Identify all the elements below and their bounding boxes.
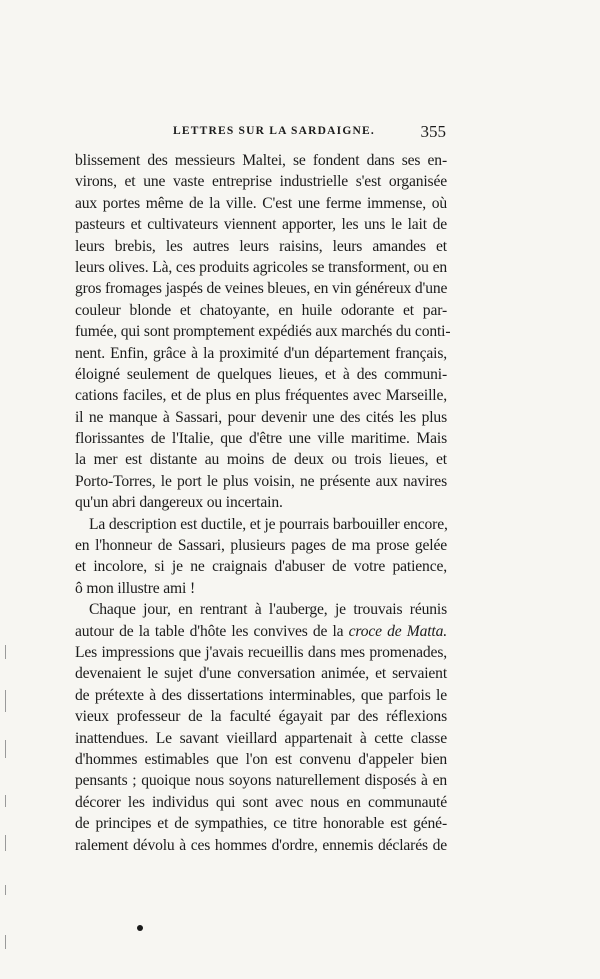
text-line-with-italic — [75, 621, 447, 642]
text-line: la mer est distante au moins de deux ou trois lieues, et — [75, 451, 447, 469]
text-line: pensants ; quoique nous soyons naturellement disposés à en — [75, 772, 447, 790]
text-line: d'hommes estimables que l'on est convenu d'appeler bien — [75, 750, 447, 768]
text-line: il ne manque à Sassari, pour devenir une des cités les plus — [75, 408, 447, 426]
page-number: 355 — [420, 122, 446, 141]
scan-mark — [5, 690, 6, 712]
body-text — [75, 150, 451, 856]
italic-phrase: croce de Matta. — [348, 622, 447, 640]
text-line: leurs brebis, les autres leurs raisins, leurs amandes et — [75, 237, 447, 255]
text-line: cations faciles, et de plus en plus fréquentes avec Marseille, — [75, 387, 447, 405]
text-line: florissantes de l'Italie, que d'être une ville maritime. Mais — [75, 430, 447, 448]
text-line: aux portes même de la ville. C'est une ferme immense, où — [75, 194, 447, 212]
text-line: et incolore, si je ne craignais d'abuser de votre patience, — [75, 558, 447, 576]
text-line: couleur blonde et chatoyante, en huile odorante et par- — [75, 301, 447, 319]
text-line: nent. Enfin, grâce à la proximité d'un département français, — [75, 344, 447, 362]
text-line: de principes et de sympathies, ce titre honorable est géné- — [75, 815, 447, 833]
text-line: inattendues. Le savant vieillard appartenait à cette classe — [75, 729, 447, 747]
text-line: éloigné seulement de quelques lieues, et à des communi- — [75, 365, 447, 383]
text-line: blissement des messieurs Maltei, se fondent dans ses en- — [75, 152, 447, 169]
text-line: virons, et une vaste entreprise industrielle s'est organisée — [75, 173, 447, 191]
text-line: de prétexte à des dissertations interminables, que parfois le — [75, 686, 447, 704]
scan-mark — [5, 885, 6, 895]
text-line: devenaient le sujet d'une conversation animée, et servaient — [75, 665, 447, 683]
paragraph-start-line: Chaque jour, en rentrant à l'auberge, je trouvais réunis — [89, 601, 447, 619]
text-line: en l'honneur de Sassari, plusieurs pages de ma prose gelée — [75, 537, 447, 555]
text-line: leurs olives. Là, ces produits agricoles se transforment, ou en — [75, 258, 447, 276]
paragraph-start-line: La description est ductile, et je pourrais barbouiller encore, — [89, 515, 448, 533]
running-title: LETTRES SUR LA SARDAIGNE. — [173, 125, 375, 137]
text-line: ô mon illustre ami ! — [75, 579, 195, 597]
text-line: décorer les individus qui sont avec nous en communauté — [75, 793, 447, 811]
text-line: vieux professeur de la faculté égayait par des réflexions — [75, 708, 447, 726]
text-line: ralement dévolu à ces hommes d'ordre, ennemis déclarés de — [75, 836, 447, 854]
scan-mark — [5, 740, 6, 758]
ink-spot — [137, 925, 143, 931]
margin-scan-marks — [5, 645, 9, 975]
scan-mark — [5, 935, 6, 949]
text-line: gros fromages jaspés de veines bleues, en vin généreux d'une — [75, 280, 448, 298]
text-line: Porto-Torres, le port le plus voisin, ne présente aux navires — [75, 472, 447, 490]
text-line: Les impressions que j'avais recueillis dans mes promenades, — [75, 643, 447, 661]
text-line: qu'un abri dangereux ou incertain. — [75, 494, 283, 512]
scan-mark — [5, 645, 6, 659]
scan-mark — [5, 835, 6, 851]
scan-mark — [5, 795, 6, 807]
running-head — [75, 122, 450, 147]
text-line: pasteurs et cultivateurs viennent apporter, les uns le lait de — [75, 216, 447, 234]
text-line: fumée, qui sont promptement expédiés aux marchés du conti- — [75, 323, 451, 341]
text-segment: autour de la table d'hôte les convives de la — [75, 622, 349, 640]
